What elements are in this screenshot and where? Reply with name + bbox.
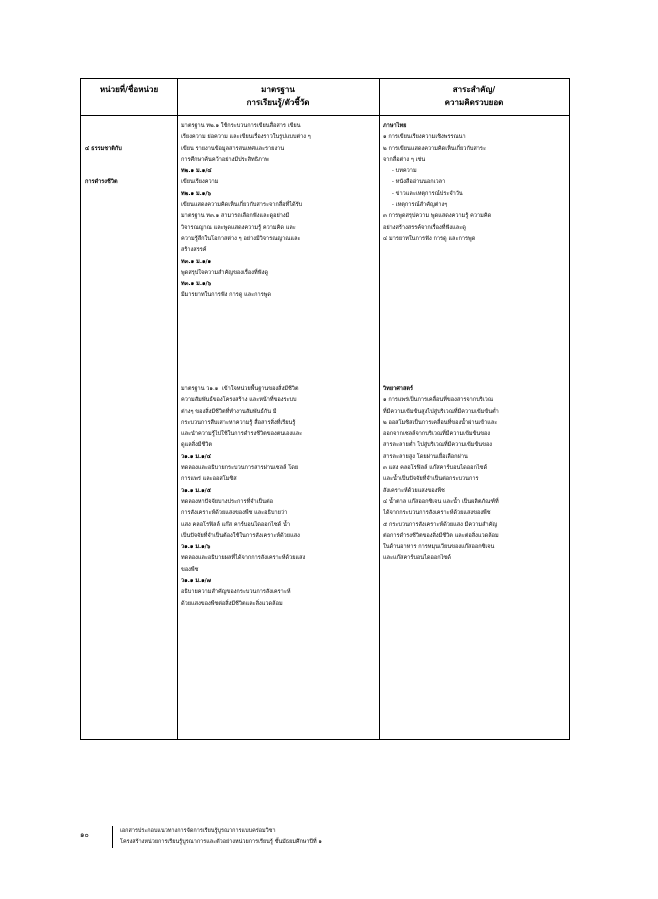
- text-line: ว๑.๑ ม.๑/๕: [181, 487, 211, 494]
- text-line: และน้ำเป็นปัจจัยที่จำเป็นต่อกระบวนการ: [383, 476, 479, 483]
- text-line: วิจารณญาณ และพูดแสดงความรู้ ความคิด และ: [181, 224, 296, 231]
- column-divider: [379, 79, 380, 739]
- text-line: ดูแลสิ่งมีชีวิต: [181, 442, 213, 449]
- text-line: สารละลายต่ำ ไปสู่บริเวณที่มีความเข้มข้นของ: [383, 442, 493, 449]
- text-line: การแพร่ และออสโมซิส: [181, 476, 237, 483]
- curriculum-table: [80, 78, 570, 740]
- text-line: สร้างสรรค์: [181, 247, 207, 254]
- text-line: การศึกษาค้นคว้าอย่างมีประสิทธิภาพ: [181, 156, 269, 163]
- text-line: ทดลองและอธิบายผลที่ได้จากการสังเคราะห์ด้วยแสง: [181, 555, 306, 562]
- column-divider: [177, 79, 178, 739]
- text-line: ๒ ออสโมซิสเป็นการเคลื่อนที่ของน้ำผ่านเข้าและ: [383, 419, 498, 426]
- text-line: เขียน รายงานข้อมูลสารสนเทศและรายงาน: [181, 145, 285, 152]
- page-footer: [80, 824, 570, 854]
- text-line: อย่างสร้างสรรค์จากเรื่องที่ฟังและดู: [383, 224, 466, 231]
- header-standards: [177, 83, 379, 109]
- text-line: ความสัมพันธ์ของโครงสร้าง และหน้าที่ของระบบ: [181, 397, 297, 404]
- footer-divider: [112, 826, 113, 848]
- text-line: มีมารยาทในการฟัง การดู และการพูด: [181, 292, 272, 299]
- header-concepts: [379, 83, 569, 109]
- unit-line: ๔ ธรรมชาติกับ: [85, 145, 122, 152]
- standards-thai: [181, 121, 377, 302]
- text-line: ว๑.๑ ม.๑/๖: [181, 544, 211, 551]
- header-concepts-line2: ความคิดรวบยอด: [444, 98, 504, 107]
- text-line: และแก๊สคาร์บอนไดออกไซด์: [383, 555, 451, 562]
- concepts-thai: [383, 121, 569, 245]
- text-line: ด้วยแสงของพืชต่อสิ่งมีชีวิตและสิ่งแวดล้อม: [181, 600, 283, 607]
- text-line: ๒ การเขียนแสดงความคิดเห็นเกี่ยวกับสาระ: [383, 145, 486, 152]
- text-line: ๕ กระบวนการสังเคราะห์ด้วยแสง มีความสำคัญ: [383, 521, 498, 528]
- text-line: เรียงความ ย่อความ และเขียนเรื่องราวในรูปแบบต่าง ๆ: [181, 134, 311, 141]
- text-line: ของพืช: [181, 566, 199, 573]
- text-line: ทดลองและอธิบายกระบวนการสารผ่านเซลล์ โดย: [181, 465, 299, 472]
- text-line: - บทความ: [383, 168, 417, 175]
- text-line: ๔ น้ำตาล แก๊สออกซิเจน และน้ำ เป็นผลิตภัณฑ์ที่: [383, 498, 499, 505]
- text-line: ต่อการดำรงชีวิตของสิ่งมีชีวิต และต่อสิ่งแวดล้อม: [383, 532, 499, 539]
- text-line: - ข่าวและเหตุการณ์ประจำวัน: [383, 190, 463, 197]
- text-line: ทดลองหาปัจจัยบางประการที่จำเป็นต่อ: [181, 498, 273, 505]
- text-line: สารละลายสูง โดยผ่านเยื่อเลือกผ่าน: [383, 453, 468, 460]
- text-line: จากสื่อต่าง ๆ เช่น: [383, 156, 426, 163]
- standards-science: [181, 384, 377, 610]
- header-divider: [81, 115, 569, 116]
- text-line: ว๑.๑ ม.๑/๔: [181, 453, 211, 460]
- text-line: ความรู้สึกในโอกาสต่าง ๆ อย่างมีวิจารณญาณและ: [181, 235, 301, 242]
- text-line: แสง คลอโรฟิลล์ แก๊ส คาร์บอนไดออกไซด์ น้ำ: [181, 521, 291, 528]
- text-line: ๓ แสง คลอโรฟิลล์ แก๊สคาร์บอนไดออกไซด์: [383, 465, 488, 472]
- text-line: มาตรฐาน ว๑.๑ เข้าใจหน่วยพื้นฐานของสิ่งมีชีวิต: [181, 386, 299, 392]
- header-concepts-line1: สาระสำคัญ/: [452, 85, 496, 94]
- concepts-science: [383, 384, 569, 565]
- text-line: ภาษาไทย: [383, 123, 407, 129]
- text-line: เป็นปัจจัยที่จำเป็นต้องใช้ในการสังเคราะห์ด้วยแสง: [181, 532, 300, 539]
- text-line: การสังเคราะห์ด้วยแสงของพืช และอธิบายว่า: [181, 510, 288, 517]
- text-line: ๓ การพูดสรุปความ พูดแสดงความรู้ ความคิด: [383, 213, 492, 220]
- text-line: ท๓.๑ ม.๑/๖: [181, 281, 212, 288]
- text-line: วิทยาศาสตร์: [383, 386, 413, 392]
- text-line: ๑ การแพร่เป็นการเคลื่อนที่ของสารจากบริเวณ: [383, 397, 494, 404]
- text-line: เขียนแสดงความคิดเห็นเกี่ยวกับสาระจากสื่อที่ได้รับ: [181, 202, 303, 209]
- text-line: สังเคราะห์ด้วยแสงของพืช: [383, 487, 445, 494]
- text-line: และนำความรู้ไปใช้ในการดำรงชีวิตของตนเองและ: [181, 431, 303, 438]
- text-line: มาตรฐาน ท๒.๑ ใช้กระบวนการเขียนสื่อสาร เขียน: [181, 123, 301, 129]
- text-line: เขียนเรียงความ: [181, 179, 219, 186]
- text-line: ออกจากเซลล์จากบริเวณที่มีความเข้มข้นของ: [383, 431, 491, 438]
- header-standards-line1: มาตรฐาน: [261, 85, 295, 94]
- text-line: ๑ การเขียนเรียงความเชิงพรรณนา: [383, 134, 466, 141]
- footer-line-1: เอกสารประกอบแนวทางการจัดการเรียนรู้บูรณาการแบบคร่อมวิชา: [120, 828, 276, 834]
- text-line: ที่มีความเข้มข้นสูงไปสู่บริเวณที่มีความเข้มข้นต่ำ: [383, 408, 499, 415]
- text-line: ท๒.๑ ม.๑/๖: [181, 190, 211, 197]
- header-unit: [81, 83, 177, 96]
- footer-line-2: โครงสร้างหน่วยการเรียนรู้บูรณาการและตัวอย่างหน่วยการเรียนรู้ ชั้นมัธยมศึกษาปีที่ ๑: [120, 839, 322, 845]
- text-line: - หนังสืออ่านนอกเวลา: [383, 179, 446, 186]
- page-number: ๑๐: [80, 831, 89, 839]
- text-line: มาตรฐาน ท๓.๑ สามารถเลือกฟังและดูอย่างมี: [181, 213, 290, 220]
- text-line: - เหตุการณ์สำคัญต่างๆ: [383, 202, 448, 209]
- text-line: ๔ มารยาทในการฟัง การดู และการพูด: [383, 235, 476, 242]
- text-line: ว๑.๑ ม.๑/๗: [181, 578, 211, 585]
- text-line: พูดสรุปใจความสำคัญของเรื่องที่ฟังดู: [181, 269, 269, 276]
- text-line: ต่างๆ ของสิ่งมีชีวิตที่ทำงานสัมพันธ์กัน มี: [181, 408, 277, 415]
- text-line: กระบวนการสืบเสาะหาความรู้ สื่อสารสิ่งที่เรียนรู้: [181, 419, 296, 426]
- text-line: ในด้านอาหาร การหมุนเวียนของแก๊สออกซิเจน: [383, 544, 495, 551]
- text-line: ได้จากกระบวนการสังเคราะห์ด้วยแสงของพืช: [383, 510, 491, 517]
- header-standards-line2: การเรียนรู้/ตัวชี้วัด: [246, 98, 310, 107]
- unit-line: การดำรงชีวิต: [85, 179, 118, 186]
- text-line: อธิบายความสำคัญของกระบวนการสังเคราะห์: [181, 589, 291, 596]
- text-line: ท๒.๑ ม.๑/๔: [181, 168, 212, 175]
- header-unit-label: หน่วยที่/ชื่อหน่วย: [99, 85, 159, 94]
- text-line: ท๓.๑ ม.๑/๑: [181, 258, 212, 265]
- unit-name: [85, 121, 175, 211]
